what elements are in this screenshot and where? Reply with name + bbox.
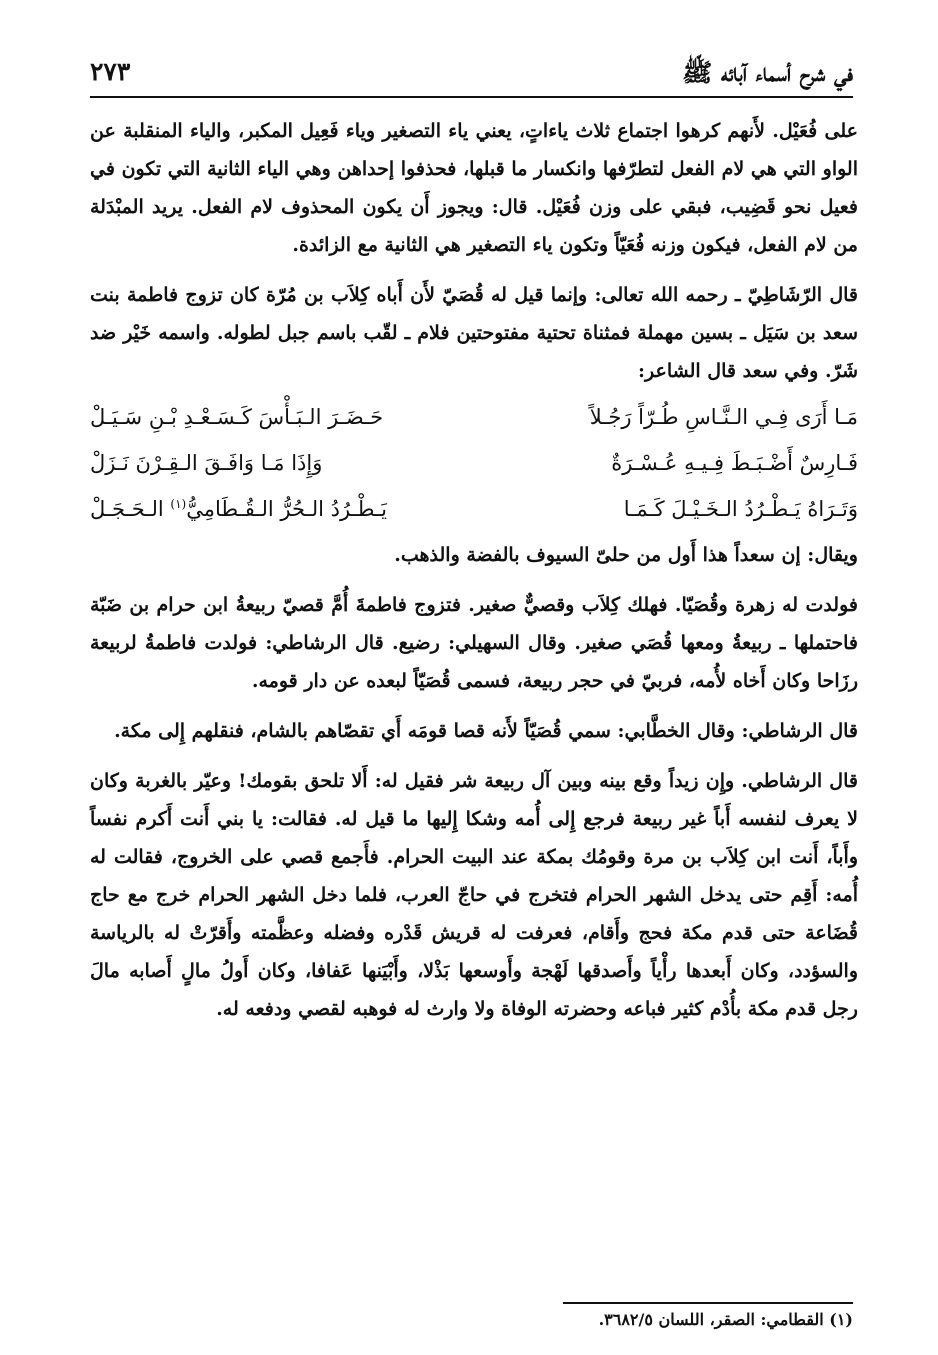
- verse-1-second-hemistich: حَـضَـرَ الـبَـأْسَ كَـسَـعْـدِ بْـنِ سَـيَـلْ: [90, 405, 384, 429]
- verse-3-second-hemistich-part-2: الـحَـجَـلْ: [90, 497, 171, 521]
- paragraph-2: قال الرّشَاطِيّ ـ رحمه الله تعالى: وإنما قيل له قُصَيّ لأَن أَباه كِلاَب بن مُرّة كان تزوج فاطمة بنت سعد بن سَيَل ـ بسين مهملة فمثناة تحتية مفتوحتين فلام ـ لقّب باسم جبل لطوله. واسمه خَيْر ضد شَرّ. وفي سعد قال الشاعر:: [90, 284, 858, 382]
- paragraph-3: ويقال: إن سعداً هذا أَول من حلىّ السيوف بالفضة والذهب.: [394, 544, 858, 566]
- paragraph-5: قال الرشاطي: وقال الخطَّابي: سمي قُصَيّاً لأَنه قصا قومَه أَي تقصّاهم بالشام، فنقلهم إِلى مكة.: [114, 720, 858, 742]
- header-rule: [90, 96, 853, 98]
- main-text: [90, 112, 858, 1028]
- verse-2: [90, 440, 858, 486]
- verse-1-first-hemistich: مَـا أَرَى فِـي الـنَّـاسِ طُـرّاً رَجُـلاً: [589, 405, 858, 429]
- verse-3: [90, 486, 858, 532]
- footnote-marker: (١): [170, 497, 187, 511]
- verse-3-second-hemistich: [90, 486, 410, 532]
- verse-2-first-hemistich: فَـارِسٌ أَضْـبَـطَ فِـيـهِ عُـسْـرَةٌ: [611, 451, 858, 475]
- paragraph-1: على فُعَيْل. لأَنهم كرهوا اجتماع ثلاث ياءاتٍ، يعني ياء التصغير وياء فَعِيل المكبر، والياء المنقلبة عن الواو التي هي لام الفعل لتطرّفها وانكسار ما قبلها، فحذفوا إحداهن وهي الياء الثانية التي تكون في فعيل نحو قَضِيب، فبقي على وزن فُعَيْل. قال: ويجوز أَن يكون المحذوف لام الفعل. يريد المبْدَلة من لام الفعل، فيكون وزنه فُعَيّاً وتكون ياء التصغير هي الثانية مع الزائدة.: [90, 120, 858, 256]
- page-number: ٢٧٣: [90, 57, 131, 86]
- verse-3-first-hemistich: وَتَـرَاهُ يَـطْـرُدُ الـخَـيْـلَ كَـمَـا: [623, 497, 858, 521]
- footnote-rule: [563, 1302, 853, 1304]
- running-title: في شرح أسماء آبائه ﷺ: [682, 58, 853, 87]
- poem: [90, 394, 858, 532]
- paragraph-6: قال الرشاطي. وإِن زيداً وقع بينه وبين آل ربيعة شر فقيل له: أَلا تلحق بقومك! وعيّر بالغربة وكان لا يعرف لنفسه أَباً غير ربيعة فرجع إِلى أُمه وشكا إِليها ما قيل له. فقالت: يا بني أَنت أَكرم نفساً وأَباً، أَنت ابن كِلاَب بن مرة وقومُك بمكة عند البيت الحرام. فأَجمع قصي على الخروج، فقالت له أُمه: أَقِم حتى يدخل الشهر الحرام فتخرج في حاجّ العرب، فلما دخل الشهر الحرام خرج مع حاج قُضَاعة حتى قدم مكة فحج وأَقام، فعرفت له قريش قَدْره وفضله وعظَّمته وأَقرّتْ له بالرياسة والسؤدد، وكان أَبعدها رأْياً وأَصدقها لَهْجة وأَوسعها بَذْلا، وأَبْيَنها عَفافا، وكان أَولُ مالٍ أَصابه مالَ رجل قدم مكة بأُدْم كثير فباعه وحضرته الوفاة ولا وارث له فوهبه لقصي ودفعه له.: [90, 770, 858, 1020]
- page-header: [90, 55, 853, 95]
- paragraph-4: فولدت له زهرة وقُصَيّا. فهلك كِلاَب وقصيٌّ صغير. فتزوج فاطمةَ أُمَّ قصيّ ربيعةُ ابن حرام بن ضَبّة فاحتملها ـ ربيعةُ ومعها قُصَي صغير. وقال السهيلي: رضيع. قال الرشاطي: فولدت فاطمةُ لربيعة رزَاحا وكان أَخاه لأُمه، فربيّ في حجر ربيعة، فسمى قُصَيّاً لبعده عن دار قومه.: [90, 594, 858, 692]
- verse-1: [90, 394, 858, 440]
- footnote: (١) القطامي: الصقر، اللسان ٣٦٨٢/٥.: [598, 1310, 853, 1329]
- verse-2-second-hemistich: وَإِذَا مَـا وَافَـقَ الـقِـرْنَ نَـزَلْ: [90, 451, 323, 475]
- verse-3-second-hemistich-part-1: يَـطْـرُدُ الـحُرُّ الـقُـطَامِيُّ: [186, 497, 387, 521]
